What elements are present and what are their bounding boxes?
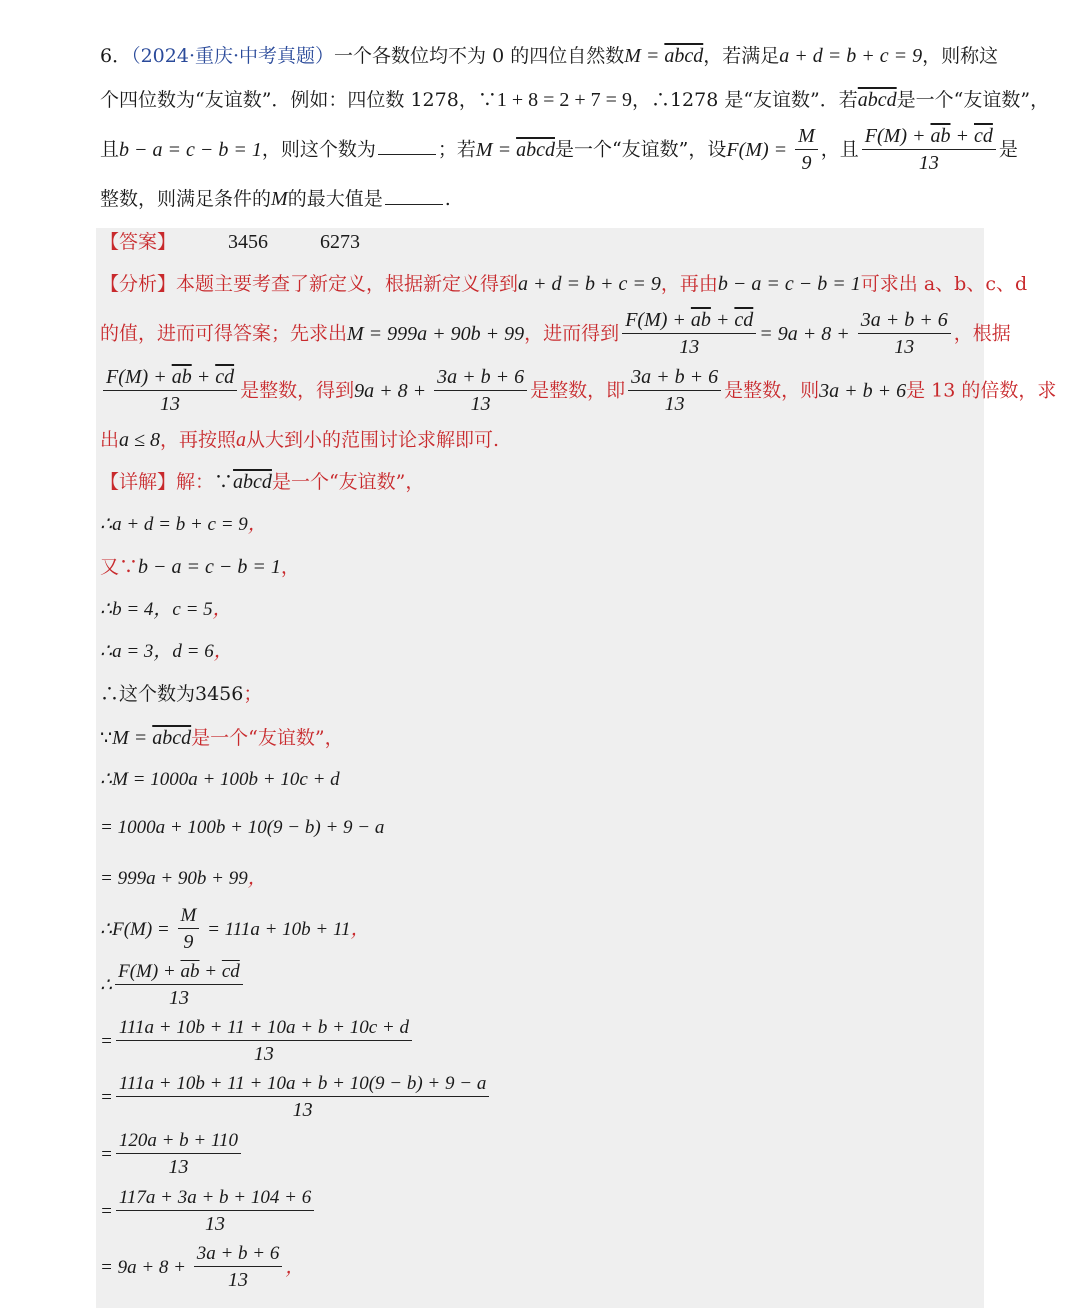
detail-step-7: ∴M = 1000a + 100b + 10c + d (100, 769, 340, 790)
detail-line-1: 【详解】解：∵abcd是一个“友谊数”， (100, 471, 425, 493)
question-line-2: 个四位数为“友谊数”．例如：四位数 1278，∵1 + 8 = 2 + 7 = 9，∴1278 是“友谊数”．若abcd是一个“友谊数”， (100, 89, 1050, 111)
fraction-M-over-9: $\frac{M}{9}$ (795, 126, 818, 174)
detail-step-9: = 999a + 90b + 99， (100, 868, 267, 889)
detail-step-8: = 1000a + 100b + 10(9 − b) + 9 − a (100, 817, 385, 838)
detail-step-4: ∴a = 3，d = 6， (100, 641, 233, 662)
detail-step-3: ∴b = 4，c = 5， (100, 599, 232, 620)
detail-step-11: ∴ $\frac{F(M) + \overline{ab} + \overline{cd}}{13}$ (100, 962, 246, 1009)
detail-step-2: 又∵b − a = c − b = 1， (100, 556, 300, 578)
question-line-3: 且b − a = c − b = 1，则这个数为 ；若M = abcd是一个“友谊数”，设F(M) = $\frac{M}{9}$ ，且 $\frac{F(M) + \overline{ab} + \overline{cd}}{13}$ 是 (100, 125, 1018, 174)
answer-value-2: 6273 (320, 231, 361, 253)
analysis-line-4: 出a ≤ 8，再按照a从大到小的范围讨论求解即可. (100, 429, 500, 451)
answer-value-1: 3456 (228, 231, 269, 253)
answer-blank-2 (385, 190, 443, 205)
question-line-4: 整数，则满足条件的M的最大值是 . (100, 188, 451, 210)
fraction-FM-ab-cd-over-13: $\frac{F(M) + \overline{ab} + \overline{cd}}{13}$ (862, 126, 996, 174)
answer-line (100, 232, 360, 252)
detail-step-6: ∵M = abcd是一个“友谊数”， (100, 727, 344, 749)
detail-step-14: = $\frac{120a + b + 110}{13}$ (100, 1131, 244, 1178)
detail-step-13: = $\frac{111a + 10b + 11 + 10a + b + 10(9 - b) + 9 - a}{13}$ (100, 1074, 492, 1121)
detail-step-15: = $\frac{117a + 3a + b + 104 + 6}{13}$ (100, 1188, 317, 1235)
analysis-line-2: 的值，进而可得答案；先求出M = 999a + 90b + 99，进而得到 $\frac{F(M) + \overline{ab} + \overline{cd}}{13}$ = 9a + 8 + $\frac{3a + b + 6}{13}$ ，根据 (100, 309, 1011, 358)
detail-step-10: ∴F(M) = $\frac{M}{9}$ = 111a + 10b + 11， (100, 905, 370, 953)
detail-step-12: = $\frac{111a + 10b + 11 + 10a + b + 10c + d}{13}$ (100, 1018, 415, 1065)
analysis-line-1: 【分析】本题主要考查了新定义，根据新定义得到a + d = b + c = 9，再由b − a = c − b = 1可求出 a、b、c、d (100, 273, 1028, 295)
detail-label: 【详解】 (100, 471, 177, 493)
analysis-label: 【分析】 (100, 273, 177, 295)
answer-blank-1 (378, 140, 436, 155)
question-source: （2024·重庆·中考真题） (131, 45, 335, 67)
question-line-1: 6．（2024·重庆·中考真题）一个各数位均不为 0 的四位自然数M = abcd，若满足a + d = b + c = 9，则称这 (100, 45, 999, 67)
question-number: 6． (100, 45, 132, 67)
detail-step-1: ∴a + d = b + c = 9， (100, 514, 267, 535)
detail-step-5: ∴这个数为3456； (100, 683, 263, 705)
answer-label: 【答案】 (100, 231, 177, 253)
analysis-line-3: $\frac{F(M) + \overline{ab} + \overline{cd}}{13}$ 是整数，得到9a + 8 + $\frac{3a + b + 6}{13}$ 是整数，即 $\frac{3a + b + 6}{13}$ 是整数，则3a + b + 6是 13 的倍数，求 (100, 367, 1056, 415)
detail-step-16: = 9a + 8 + $\frac{3a + b + 6}{13}$ ， (100, 1243, 305, 1291)
abcd-overline: abcd (664, 45, 704, 67)
